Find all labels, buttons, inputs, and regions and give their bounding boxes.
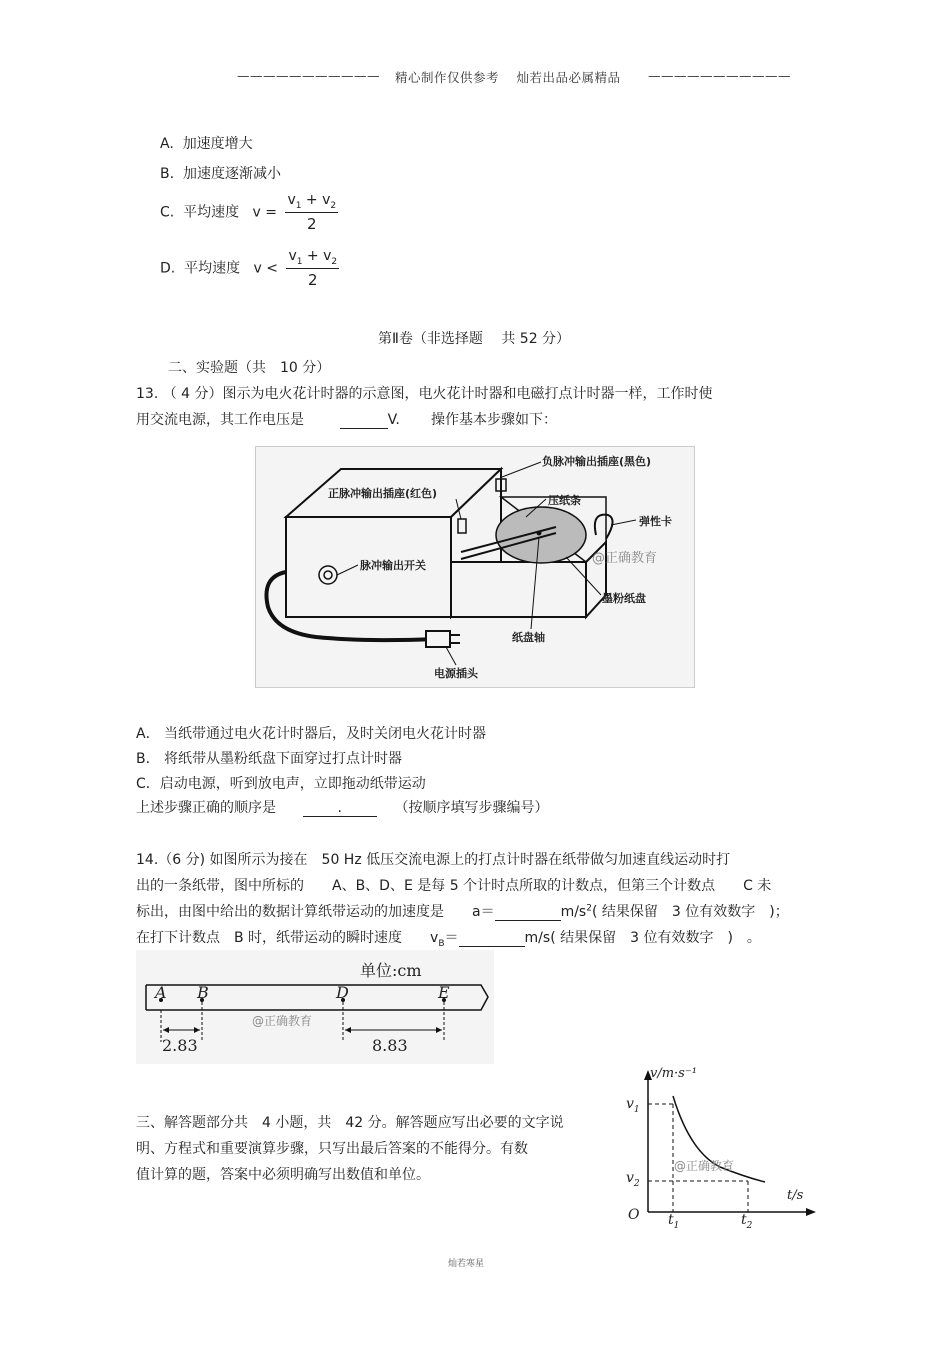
vt-t2: $t_2$ bbox=[741, 1212, 753, 1231]
tape-watermark: @正确教育 bbox=[252, 1014, 313, 1028]
vt-xlabel: t/s bbox=[787, 1188, 804, 1203]
vt-ylabel: v/m·s⁻¹ bbox=[650, 1066, 697, 1081]
vt-graph bbox=[620, 1062, 820, 1234]
header-left-dashes: ——————————— bbox=[237, 68, 380, 83]
label-ink-disc: 墨粉纸盘 bbox=[602, 592, 646, 605]
label-neg-socket: 负脉冲输出插座(黑色) bbox=[542, 455, 652, 468]
section3-line2: 明、方程式和重要演算步骤，只写出最后答案的不能得分。有数 bbox=[136, 1141, 528, 1157]
label-pulse-switch: 脉冲输出开关 bbox=[360, 559, 426, 572]
tape-figure bbox=[136, 950, 494, 1064]
header-right-dashes: ——————————— bbox=[648, 68, 791, 83]
tape-point-e: E bbox=[438, 983, 450, 1002]
spark-timer-figure bbox=[255, 446, 695, 688]
q13-step-c: C．启动电源，听到放电声，立即拖动纸带运动 bbox=[136, 776, 426, 792]
q13-order: 上述步骤正确的顺序是 . （按顺序填写步骤编号） bbox=[136, 800, 549, 816]
section2-subtitle: 二、实验题（共 10 分） bbox=[168, 360, 331, 376]
q13-line2: 用交流电源，其工作电压是 V. 操作基本步骤如下： bbox=[136, 412, 557, 428]
q13-order-blank[interactable]: . bbox=[303, 800, 377, 817]
tape-point-d: D bbox=[336, 983, 349, 1002]
option-a: A. 加速度增大 bbox=[160, 136, 253, 152]
section2-title: 第Ⅱ卷（非选择题 共 52 分） bbox=[378, 331, 571, 347]
option-d: D. 平均速度 v < $\frac{v_1 + v_2}{2}$ bbox=[160, 248, 338, 289]
q14-velocity-blank[interactable] bbox=[459, 930, 525, 947]
fraction-c: $\frac{v_1 + v_2}{2}$ bbox=[287, 192, 337, 233]
q14-line3: 标出，由图中给出的数据计算纸带运动的加速度是 $a= m/s^2$( 结果保留 3 位有效数字 )； bbox=[136, 903, 789, 920]
tape-dist-ab: 2.83 bbox=[162, 1036, 198, 1055]
tape-point-a: A bbox=[155, 983, 167, 1002]
vt-graph-svg bbox=[620, 1062, 820, 1234]
vt-v1: $v_1$ bbox=[626, 1096, 640, 1115]
q13-voltage-blank[interactable] bbox=[340, 412, 388, 429]
q14-line2: 出的一条纸带，图中所标的 A、B、D、E 是每 5 个计时点所取的计数点，但第三个计数点 C 未 bbox=[136, 878, 772, 894]
tape-unit: 单位:cm bbox=[360, 961, 422, 980]
vt-t1: $t_1$ bbox=[668, 1212, 680, 1231]
q13-step-a: A． 当纸带通过电火花计时器后，及时关闭电火花计时器 bbox=[136, 726, 487, 742]
watermark: @正确教育 bbox=[592, 551, 658, 566]
option-c: C. 平均速度 v = $\frac{v_1 + v_2}{2}$ bbox=[160, 192, 337, 233]
q14-line4: 在打下计数点 B 时，纸带运动的瞬时速度 $v_B= m/s$( 结果保留 3 位有效数字 ) 。 bbox=[136, 930, 761, 949]
vt-origin: O bbox=[628, 1207, 640, 1223]
label-press-strip: 压纸条 bbox=[548, 494, 581, 507]
q14-accel-blank[interactable] bbox=[495, 904, 561, 921]
footer-text: 灿若寒星 bbox=[448, 1259, 485, 1269]
vt-v2: $v_2$ bbox=[626, 1170, 640, 1189]
label-spring-card: 弹性卡 bbox=[639, 515, 672, 528]
q14-line1: 14.（6 分) 如图所示为接在 50 Hz 低压交流电源上的打点计时器在纸带做匀加速直线运动时打 bbox=[136, 852, 731, 868]
label-plug: 电源插头 bbox=[434, 667, 478, 680]
section3-line3: 值计算的题，答案中必须明确写出数值和单位。 bbox=[136, 1167, 430, 1183]
spark-timer-diagram bbox=[256, 447, 694, 687]
tape-dist-de: 8.83 bbox=[372, 1036, 408, 1055]
option-b: B. 加速度逐渐减小 bbox=[160, 166, 281, 182]
tape-point-b: B bbox=[197, 983, 209, 1002]
fraction-d: $\frac{v_1 + v_2}{2}$ bbox=[288, 248, 338, 289]
label-disc-axis: 纸盘轴 bbox=[512, 631, 545, 644]
q13-line1: 13. （ 4 分）图示为电火花计时器的示意图，电火花计时器和电磁打点计时器一样，工作时使 bbox=[136, 386, 713, 402]
q13-step-b: B． 将纸带从墨粉纸盘下面穿过打点计时器 bbox=[136, 751, 403, 767]
header-center-text: 精心制作仅供参考 灿若出品必属精品 bbox=[395, 70, 621, 85]
section3-line1: 三、解答题部分共 4 小题，共 42 分。解答题应写出必要的文字说 bbox=[136, 1115, 564, 1131]
label-pos-socket: 正脉冲输出插座(红色) bbox=[328, 487, 438, 500]
vt-watermark: @正确教育 bbox=[674, 1159, 735, 1173]
